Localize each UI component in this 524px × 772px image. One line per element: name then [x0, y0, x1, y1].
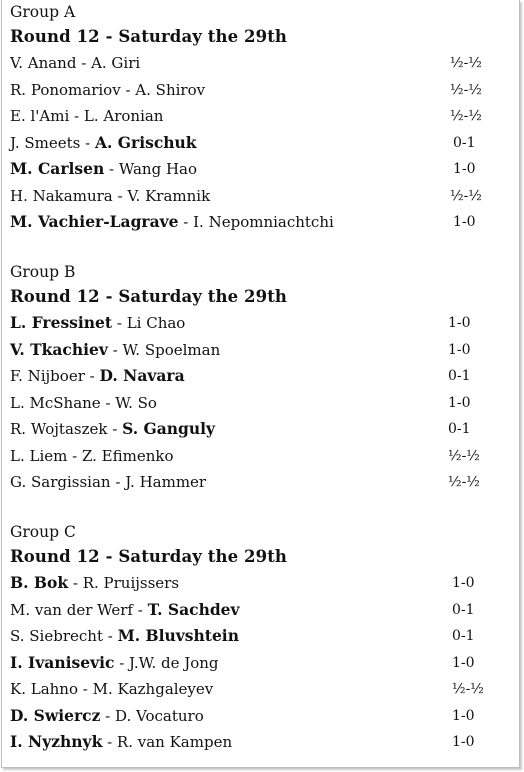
black-player: R. van Kampen	[116, 733, 233, 751]
white-player: V. Anand	[10, 54, 77, 72]
game-result: 0-1	[452, 628, 475, 644]
pairing	[10, 598, 240, 622]
game-row	[10, 651, 509, 675]
white-player: R. Wojtaszek	[10, 420, 108, 438]
game-row	[10, 364, 509, 388]
white-player: S. Siebrecht	[10, 627, 103, 645]
white-player: E. l'Ami	[10, 107, 70, 125]
pairing	[10, 704, 204, 728]
pairing	[10, 730, 232, 754]
pairing	[10, 391, 157, 415]
white-player: K. Lahno	[10, 680, 78, 698]
black-player: D. Navara	[99, 366, 185, 385]
game-row	[10, 184, 509, 208]
black-player: A. Grischuk	[94, 132, 197, 152]
black-player: V. Kramnik	[127, 186, 211, 205]
pairing-separator: -	[78, 680, 93, 698]
white-player: G. Sargissian	[10, 473, 111, 491]
pairing-separator: -	[107, 340, 123, 359]
game-row	[10, 51, 509, 75]
white-player: I. Nyzhnyk	[10, 732, 103, 751]
white-player: L. Fressinet	[10, 313, 113, 332]
pairing	[10, 131, 197, 155]
game-result: ½-½	[452, 681, 484, 697]
game-result: 0-1	[453, 134, 476, 151]
pairing-separator: -	[102, 733, 117, 751]
game-result: 1-0	[452, 575, 475, 591]
pairing-separator: -	[100, 706, 115, 725]
pairing-separator: -	[107, 420, 123, 438]
black-player: I. Nepomniachtchi	[193, 213, 334, 231]
game-result: 1-0	[448, 341, 471, 358]
black-player: L. Aronian	[83, 107, 164, 125]
pairing	[10, 470, 206, 494]
black-player: Li Chao	[126, 314, 186, 332]
game-result: ½-½	[448, 474, 480, 490]
white-player: F. Nijboer	[10, 367, 85, 385]
game-result: ½-½	[450, 55, 482, 71]
game-row	[10, 571, 509, 595]
white-player: R. Ponomariov	[10, 80, 121, 99]
pairing	[10, 338, 220, 362]
black-player: M. Bluvshtein	[117, 626, 239, 645]
white-player: M. Carlsen	[10, 159, 105, 178]
game-row	[10, 677, 509, 701]
game-row	[10, 444, 509, 468]
pairing	[10, 417, 215, 441]
game-result: 1-0	[453, 214, 476, 230]
black-player: W. So	[115, 393, 157, 412]
group-label: Group B	[10, 263, 76, 281]
white-player: J. Smeets	[10, 133, 81, 152]
game-row	[10, 311, 509, 335]
results-panel	[1, 0, 520, 768]
game-row	[10, 470, 509, 494]
pairing	[10, 364, 185, 388]
pairing	[10, 624, 239, 648]
pairing-separator: -	[112, 186, 128, 205]
pairing-separator: -	[102, 627, 118, 645]
pairing	[10, 104, 163, 128]
pairing-separator: -	[67, 446, 82, 465]
pairing	[10, 651, 219, 675]
game-row	[10, 730, 509, 754]
black-player: A. Shirov	[135, 80, 206, 99]
game-row	[10, 78, 509, 102]
black-player: R. Pruijssers	[82, 574, 180, 592]
pairing	[10, 677, 213, 701]
pairing-separator: -	[84, 367, 100, 385]
game-result: 1-0	[452, 707, 475, 724]
game-result: 1-0	[448, 315, 471, 331]
white-player: L. Liem	[10, 446, 68, 465]
group-label: Group A	[10, 3, 76, 21]
game-row	[10, 417, 509, 441]
pairing-separator: -	[68, 574, 83, 592]
black-player: S. Ganguly	[122, 419, 216, 438]
pairing-separator: -	[114, 653, 130, 672]
black-player: T. Sachdev	[147, 599, 240, 619]
pairing-separator: -	[178, 213, 194, 231]
pairing-separator: -	[132, 600, 148, 619]
pairing-separator: -	[110, 473, 126, 491]
white-player: V. Tkachiev	[10, 339, 108, 359]
game-result: ½-½	[450, 81, 482, 98]
game-result: ½-½	[450, 187, 482, 204]
black-player: D. Vocaturo	[114, 706, 204, 725]
game-row	[10, 624, 509, 648]
white-player: L. McShane	[10, 393, 101, 412]
white-player: H. Nakamura	[10, 186, 113, 205]
black-player: J.W. de Jong	[129, 653, 219, 672]
pairing-separator: -	[69, 107, 84, 125]
pairing-separator: -	[112, 314, 127, 332]
game-row	[10, 131, 509, 155]
game-row	[10, 391, 509, 415]
game-result: ½-½	[448, 447, 480, 464]
white-player: D. Swiercz	[10, 705, 101, 725]
pairing-separator: -	[100, 393, 116, 412]
black-player: W. Spoelman	[122, 340, 221, 359]
game-result: 1-0	[452, 734, 475, 750]
game-result: ½-½	[450, 108, 482, 124]
white-player: B. Bok	[10, 573, 69, 592]
game-result: 1-0	[448, 394, 471, 411]
group-label: Group C	[10, 523, 76, 541]
pairing	[10, 184, 210, 208]
game-result: 1-0	[453, 161, 476, 177]
game-result: 0-1	[452, 601, 475, 618]
pairing-separator: -	[80, 133, 95, 152]
pairing	[10, 157, 197, 181]
pairing	[10, 51, 140, 75]
pairing	[10, 444, 174, 468]
pairing-separator: -	[120, 80, 136, 99]
pairing	[10, 210, 334, 234]
round-heading: Round 12 - Saturday the 29th	[10, 547, 288, 566]
game-result: 0-1	[448, 421, 471, 437]
game-row	[10, 104, 509, 128]
white-player: M. van der Werf	[10, 600, 133, 619]
white-player: M. Vachier-Lagrave	[10, 212, 179, 231]
pairing	[10, 571, 179, 595]
white-player: I. Ivanisevic	[10, 652, 115, 672]
game-row	[10, 338, 509, 362]
round-heading: Round 12 - Saturday the 29th	[10, 27, 288, 46]
pairing	[10, 78, 205, 102]
pairing	[10, 311, 185, 335]
round-heading: Round 12 - Saturday the 29th	[10, 287, 288, 306]
game-result: 1-0	[452, 654, 475, 671]
black-player: J. Hammer	[125, 473, 207, 491]
game-row	[10, 704, 509, 728]
game-result: 0-1	[448, 368, 471, 384]
pairing-separator: -	[104, 160, 119, 178]
game-row	[10, 210, 509, 234]
black-player: Wang Hao	[118, 160, 198, 178]
black-player: A. Giri	[91, 54, 141, 72]
game-row	[10, 157, 509, 181]
black-player: Z. Efimenko	[81, 446, 174, 465]
black-player: M. Kazhgaleyev	[92, 680, 214, 698]
game-row	[10, 598, 509, 622]
pairing-separator: -	[76, 54, 92, 72]
